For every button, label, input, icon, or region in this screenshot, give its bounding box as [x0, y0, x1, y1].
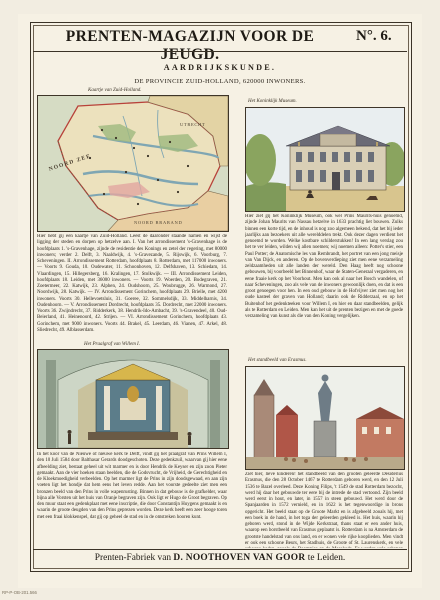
inventory-note: RP-P-OB-201.566	[2, 590, 37, 595]
statue-text: Ziet hier, lieve kinderen! het standbeeld van den grooten geleerde Desiderius Erasmus, die den 28 October 1467 te Rotterdam geboren werd, en den 12 Juli 1536 te Bazel overleed. Deze Koning Filips, 't 1549 de stad Rotterdam bezocht, werd hij daar het gebouwde ter eere bij de intrede de stad vertoond. Zijn beeld werd eerst in hout, en later, in 1557 in steen gebouwd. Het werd door de Spanjaarden in 1572 vernield, en in 1622 is het tegenwoordige in brons opgericht. Het beeld staat op de Groote Markt en is afgebeeld zooals hij, met een boek in de hand, in het toga der geleerden gekleed is. Het huis, waarin hij geboren werd, stond in de Wijde Kerkstraat, thans staat er een ander huis, waarop een borstbeeld van Erasmus geplaatst is. Rotterdam is na Amsterdam de grootste handelstad van ons land, en er wonen vele rijke kooplieden. Men vindt er ook een schoone Beurs, het Stadhuis, de Groote of St. Laurenskerk, en vele	[245, 472, 403, 546]
palace-text: Hier ziet gij het Koninklijk Museum, ook wel Prins Maurits-huis genoemd, zijnde Johan Maurits van Nassau hetzelve in 1633 prachtig liet bouwen. Zulks binnen een korte tijd, en de inhoud is nog zoo algemeen bekend, dat het bij ieder jaarlijks aan bezoekers uit alle werelddelen trekt. Ook dezer dagen verdient het genoemd te worden. Welke kostbare schilderstukken! In een lang verslag zou het te ver leiden, wilden wij allen noemen; wij noemen alleen: Potter's stier, een Paul Potter; de Anatomische les van Rembrandt, het portret van een jong meisje van Van Dijck, en anderen. Op de bovenverdieping ziet men eene verzameling zeldzaamheden uit alle landen der wereld. Den Haag heeft nog schoone gebouwen, bij voorbeeld het Binnenhof, waar de Staten-Generaal vergaderen, en eene fraaie kerk op het Voorhout. Men kan ook al naar het Bosch wandelen, of naar Scheveningen, zoo als vele van de inwoners gewoonlijk doen, en dat is een groot genoegen voor hen. In een oud gebouw in de Hofvijver ziet men nog het oude kasteel der graven van Holland; daarin ook de Ridderzaal, en op het Buitenhof het gedenkteeken voor Willem I, en hier en daar standbeelden, gelijk als te Rotterdam en Leiden. Men kan het uit de prenten bezigen en met de goede verzameling van kunst als die van den Koning vergelijken.	[245, 214, 403, 319]
publisher-prefix: Prenten-Fabriek van	[94, 553, 174, 563]
province-heading: DE PROVINCIE ZUID-HOLLAND, 620000 INWONERS.	[134, 78, 306, 85]
statue-caption: Het standbeeld van Erasmus.	[248, 358, 307, 363]
map-caption: Kaartje van Zuid-Holland.	[88, 88, 142, 93]
palace-illustration	[246, 108, 404, 211]
subject-heading: AARDRIJKSKUNDE.	[163, 63, 277, 72]
statue-panel	[245, 366, 405, 470]
map-south-label: NOORD BRABAND	[134, 220, 183, 225]
publisher-line	[36, 553, 404, 563]
map-panel	[37, 95, 229, 232]
map-sea-label: NOORD ZEE	[48, 153, 93, 173]
map-region-label: UTRECHT	[180, 122, 206, 127]
publisher-suffix: te Leiden.	[305, 553, 346, 563]
title-rule	[33, 51, 407, 52]
church-illustration	[38, 350, 228, 448]
church-panel	[37, 349, 229, 449]
church-caption: Het Praalgraf van Willem I.	[84, 342, 140, 347]
footer-rule	[33, 549, 407, 550]
church-text: In het koor van de Nieuwe of nieuwe kerk te Delft, vindt gij het praalgraf van Prins Willem I, den 10 Juli 1584 door Balthasar Gerards doodgeschoten. Deze gedenkzuil, waarvan gij hier eene afbeelding ziet, bestaat geheel uit wit marmer en is door Hendrik de Keyser en zijn zoon Pieter gemaakt. Aan de vier hoeken staan beelden, die de Godsvrucht, de Vrijheid, de Gerechtigheid en de Kloekmoedigheid verbeelden. Op het marmer ligt de Prins in zijn doodsgewaad, en aan zijn voeten ligt het hondje dat hem eens het leven redde. Aan het voorste gedeelte ziet men een bronzen beeld van den Prins in volle wapenrusting. Binnen in dat gebouw is de grafkelder, waar bijna alle Vorsten uit het huis van Oranje begraven zijn. Ook ligt er Hugo de Groot begraven. Op den muur staat een gedenkplaat met eene inscriptie, die door Constantijn Huygens gemaakt is en waarin de groote deugden van den Prins geprezen worden. Deze kerk heeft een zeer hooge toren met een fraai klokkenspel, dat gij op geheel de stad en in de omstreken hooren kunt.	[37, 452, 227, 520]
page-title: PRENTEN-MAGAZIJN VOOR DE JEUGD.	[65, 28, 315, 63]
palace-panel	[245, 107, 405, 212]
map-text: Hier hebt gij een kaartje van Zuid-Holland. Leest de daaronder staande namen en wijst de ligging der steden en dorpen op hetzelve aan. I. Van het arrondissement 's-Gravenhage is de hoofdplaats 1. 's-Gravenhage, zijnde de residentie des Konings en zetel der regering, met 80000 inwoners; verder 2. Delft, 3. Naaldwijk, 4. 's-Gravezande, 5. Rijswijk, 6. Voorburg, 7. Scheveningen. II. Arrondissement Rotterdam, hoofdplaats 8. Rotterdam, met 117000 inwoners. — Voorts 9. Gouda, 10. Oudewater, 11. Schoonhoven, 12. Delfshaven, 13. Schiedam, 14. Vlaardingen, 15. Hillegersberg, 16. Kralingen, 17. Stolkwijk. — III. Arrondissement Leiden, hoofdplaats 18. Leiden, met 36000 inwoners. — Voorts 19. Woerden, 20. Bodegraven, 21. Zoetermeer, 22. Katwijk, 23. Alphen, 24. Oudshoorn, 25. Woubrugge, 26. Warmond, 27. Noordwijk, 28. Katwijk. — IV. Arrondissement Gorinchem, hoofdplaats 29. Brielle, met 4200 inwoners. Voorts 30. Hellevoetsluis, 31. Goeree, 32. Sommelsdijk, 33. Middelharnis, 34. Oudenhoorn. — V. Arrondissement Dordrecht, hoofdplaats 35. Dordrecht, met 22000 inwoners. Voorts 36. Zwijndrecht, 37. Ridderkerk, 38. Hendrik-Ido-Ambacht, 39. 's-Gravendeel, 40. Oud-Beierland, 41. Heinenoord, 42. Strijen. — VI. Arrondissement Gorinchem, hoofdplaats 43. Gorinchem, met 9000 inwoners. Voorts 44. Brakel, 45. Leerdam, 46. Vianen, 47. Arkel, 48. Sliedrecht, 49. Alblasserdam.	[37, 234, 227, 333]
sheet-number: N°. 6.	[356, 28, 392, 44]
statue-illustration	[246, 367, 404, 469]
publisher-name: D. NOOTHOVEN VAN GOOR	[173, 553, 306, 563]
palace-caption: Het Koninklijk Museum.	[248, 99, 297, 104]
